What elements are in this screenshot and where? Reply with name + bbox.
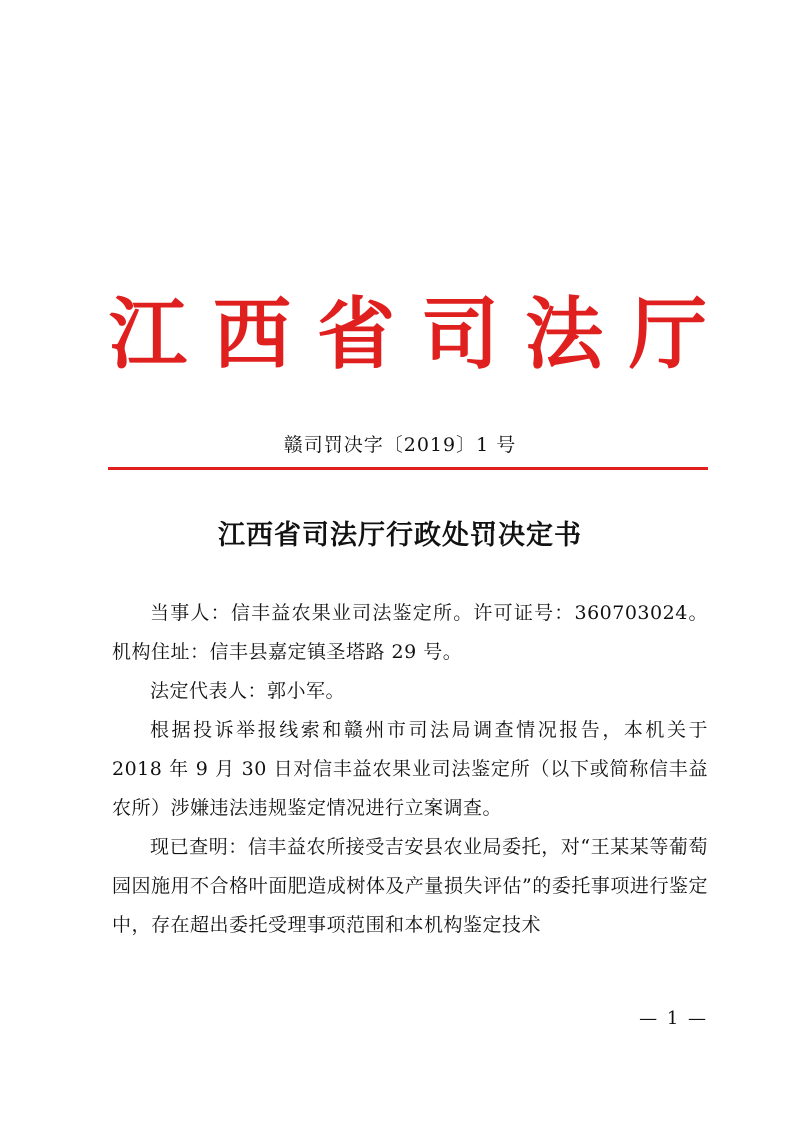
- agency-char: 厅: [628, 289, 707, 380]
- agency-char: 江: [108, 289, 187, 380]
- paragraph-findings: 现已查明：信丰益农所接受吉安县农业局委托，对“王某某等葡萄园因施用不合格叶面肥造成树体及产量损失评估”的委托事项进行鉴定中，存在超出委托受理事项范围和本机构鉴定技术: [112, 836, 708, 936]
- page-number: — 1 —: [639, 1008, 708, 1029]
- red-divider: [108, 467, 708, 470]
- agency-char: 西: [212, 289, 291, 380]
- document-body: [112, 594, 708, 945]
- paragraph-legal-rep: 法定代表人：郭小军。: [150, 680, 346, 702]
- agency-char: 省: [316, 289, 395, 380]
- paragraph-investigation: 根据投诉举报线索和赣州市司法局调查情况报告，本机关于 2018 年 9 月 30 日对信丰益农果业司法鉴定所（以下或简称信丰益农所）涉嫌违法违规鉴定情况进行立案调查。: [112, 719, 708, 819]
- paragraph-party: 当事人：信丰益农果业司法鉴定所。许可证号：360703024。机构住址：信丰县嘉定镇圣塔路 29 号。: [112, 602, 708, 663]
- document-number: 赣司罚决字〔2019〕1 号: [283, 434, 517, 456]
- document-title: 江西省司法厅行政处罚决定书: [218, 520, 582, 551]
- agency-char: 司: [420, 289, 499, 380]
- issuing-agency-header: [108, 290, 708, 380]
- agency-char: 法: [524, 289, 603, 380]
